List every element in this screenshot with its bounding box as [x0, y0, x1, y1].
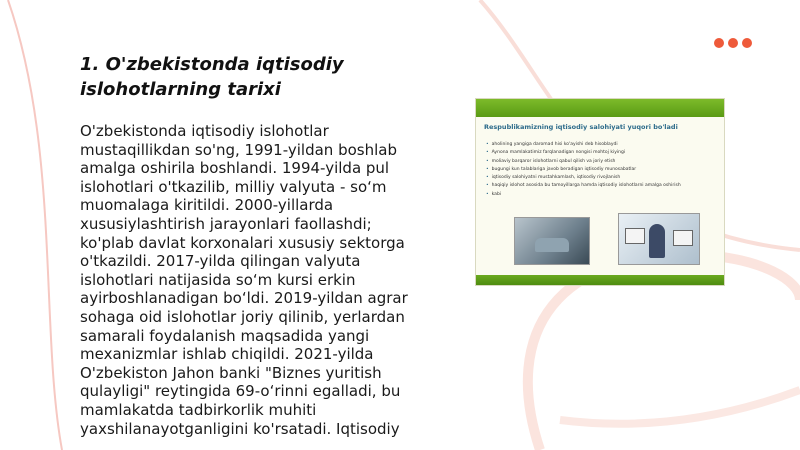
dot-icon	[728, 38, 738, 48]
page-title: 1. O'zbekistonda iqtisodiy islohotlarning tarixi	[80, 54, 344, 100]
slide-bullet-list	[486, 141, 681, 199]
list-item: • iqtisodiy salohiyatni mustahkamlash, iqtisodiy rivojlanish	[486, 174, 681, 182]
monitor-icon	[673, 230, 693, 246]
car-icon	[535, 238, 569, 252]
slide-header-bar	[476, 99, 724, 117]
embedded-slide-image	[475, 98, 725, 286]
car-photo	[514, 217, 590, 265]
list-item: • moliaviy barqaror islohotlarni qabul qilish va joriy etish	[486, 158, 681, 166]
decorative-dots	[714, 38, 752, 48]
list-item: • kabi	[486, 191, 681, 199]
person-icon	[649, 224, 665, 258]
dot-icon	[714, 38, 724, 48]
list-item: • Aynona mamlakatimiz farqlanadigan nongisi mohtoj kiyingi	[486, 149, 681, 157]
list-item: • haqiqiy islohot asosida bu tamoyillarga hamda iqtisodiy islohotlarni amalga oshirish	[486, 182, 681, 190]
list-item: • aholining yangiga daromad hisi ko'ayishi deb hisoblaydi	[486, 141, 681, 149]
office-photo	[618, 213, 700, 265]
slide-title: Respublikamizning iqtisodiy salohiyati yuqori bo'ladi	[484, 123, 678, 131]
list-item: • bugungi kun talablariga javob beradigan iqtisodiy munosabatlar	[486, 166, 681, 174]
monitor-icon	[625, 228, 645, 244]
slide-footer-bar	[476, 275, 724, 285]
dot-icon	[742, 38, 752, 48]
body-paragraph: O'zbekistonda iqtisodiy islohotlar mustaqillikdan so'ng, 1991-yildan boshlab amalga oshirila boshlandi. 1994-yilda pul islohotlari o'tkazilib, milliy valyuta - so‘m muomalaga kiritildi. 2000-yillarda xususiylashtirish jarayonlari faollashdi; ko'plab davlat korxonalari xususiy sektorga o'tkazildi. 2017-yilda qilingan valyuta islohotlari natijasida so‘m kursi erkin ayirboshlanadigan bo‘ldi. 2019-yildan agrar sohaga oid islohotlar joriy qilinib, yerlardan samarali foydalanish maqsadida yangi mexanizmlar ishlab chiqildi. 2021-yilda O'zbekiston Jahon banki "Biznes yuritish qulayligi" reytingida 69-o‘rinni egalladi, bu mamlakatda tadbirkorlik muhiti yaxshilanayotganligini ko'rsatadi. Iqtisodiy	[80, 122, 408, 438]
